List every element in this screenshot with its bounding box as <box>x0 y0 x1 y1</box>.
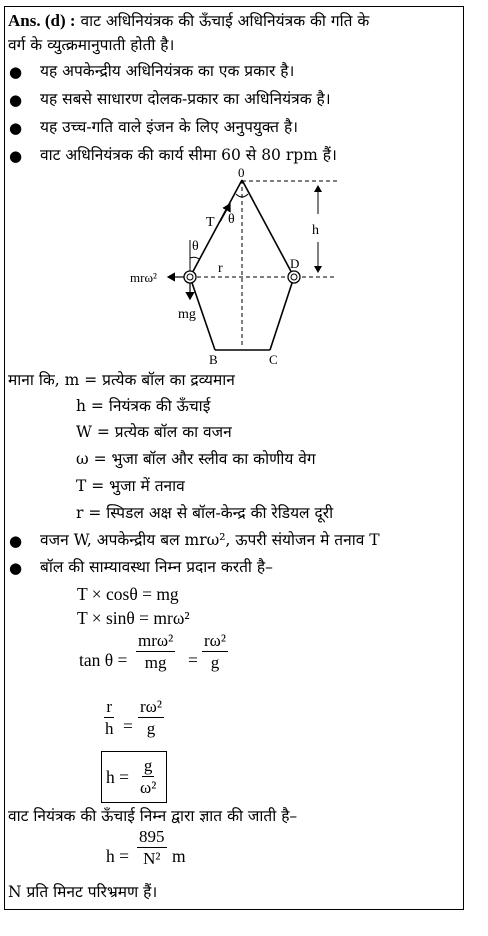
r-omega-over-g-fraction <box>138 697 164 738</box>
bullet-icon: ● <box>9 559 23 577</box>
intro-text-1: वाट अधिनियंत्रक की ऊँचाई अधिनियंत्रक की गति के <box>80 12 370 30</box>
tan-fraction-1 <box>136 631 175 672</box>
definition-lead: माना कि, m = प्रत्येक बॉल का द्रव्यमान <box>8 371 235 389</box>
bullet-top-4: वाट अधिनियंत्रक की कार्य सीमा 60 से 80 rpm हैं। <box>40 146 337 164</box>
h-lhs: h = <box>106 767 129 787</box>
tan-lhs: tan θ = <box>79 650 128 670</box>
definition-t: T = भुजा में तनाव <box>76 477 185 495</box>
bullet-top-1: यह अपकेन्द्रीय अधिनियंत्रक का एक प्रकार है। <box>40 62 295 80</box>
bullet-icon: ● <box>9 147 23 165</box>
tan-f1-num: mrω² <box>138 631 174 650</box>
tan-equals: = <box>188 650 198 670</box>
bullet-bottom-2: बॉल की साम्यावस्था निम्न प्रदान करती है– <box>40 558 273 576</box>
rh-num: r <box>106 697 113 716</box>
closing-num: 895 <box>139 827 165 846</box>
definition-r: r = स्पिडल अक्ष से बॉल-केन्द्र की रेडियल दूरी <box>76 504 334 522</box>
tan-fraction-2 <box>202 631 228 672</box>
answer-label: Ans. (d) : <box>8 11 76 30</box>
tan-f2-den: g <box>210 653 220 672</box>
upper-arm-right <box>242 180 294 277</box>
h-den: ω² <box>140 778 157 797</box>
rh-rhs-den: g <box>146 719 156 738</box>
definition-w: W = प्रत्येक बॉल का वजन <box>76 423 232 441</box>
bullet-icon: ● <box>9 91 23 109</box>
r-over-h-fraction <box>103 697 116 738</box>
bullet-icon: ● <box>9 63 23 81</box>
label-theta-left: θ <box>192 239 199 254</box>
closing-line: वाट नियंत्रक की ऊँचाई निम्न द्वारा ज्ञात की जाती है– <box>8 807 298 825</box>
label-radius: r <box>218 261 223 276</box>
tan-f1-den: mg <box>144 653 167 672</box>
intro-line-2: वर्ग के व्युत्क्रमानुपाती होती है। <box>8 36 175 54</box>
label-point-b: B <box>209 352 218 367</box>
label-point-c: C <box>269 352 278 367</box>
label-weight: mg <box>178 307 196 322</box>
equation-cos: T × cosθ = mg <box>77 584 179 604</box>
rh-equals: = <box>123 716 133 736</box>
closing-fraction <box>137 827 167 868</box>
bullet-top-3: यह उच्च-गति वाले इंजन के लिए अनुपयुक्त है। <box>40 118 299 136</box>
theta-arc-left <box>190 257 199 259</box>
tan-f2-num: rω² <box>204 631 226 650</box>
label-centrifugal: mrω² <box>130 270 157 285</box>
label-top: 0 <box>238 165 245 180</box>
definition-omega: ω = भुजा बॉल और स्लीव का कोणीय वेग <box>76 450 316 468</box>
label-point-d: D <box>290 256 300 271</box>
closing-unit: m <box>172 846 186 866</box>
g-over-omega-fraction <box>138 756 158 797</box>
h-num: g <box>143 756 153 775</box>
upper-arm-left <box>190 180 242 277</box>
bullet-icon: ● <box>9 119 23 137</box>
definition-h: h = नियंत्रक की ऊँचाई <box>76 397 211 415</box>
equation-sin: T × sinθ = mrω² <box>77 608 190 628</box>
bullet-top-2: यह सबसे साधारण दोलक-प्रकार का अधिनियंत्रक है। <box>40 90 331 108</box>
rh-rhs-num: rω² <box>140 697 162 716</box>
closing-final: N प्रति मिनट परिभ्रमण हैं। <box>8 883 158 901</box>
label-height: h <box>312 223 319 238</box>
closing-h-lhs: h = <box>106 846 129 866</box>
bullet-bottom-1: वजन W, अपकेन्द्रीय बल mrω², ऊपरी संयोजन मे तनाव T <box>40 531 380 549</box>
watt-governor-diagram <box>0 0 488 380</box>
lower-link-right <box>270 277 294 350</box>
label-tension: T <box>206 215 215 230</box>
label-theta-top: θ <box>228 212 235 227</box>
rh-den: h <box>105 719 114 738</box>
bullet-icon: ● <box>9 532 23 550</box>
closing-den: N² <box>143 849 161 868</box>
